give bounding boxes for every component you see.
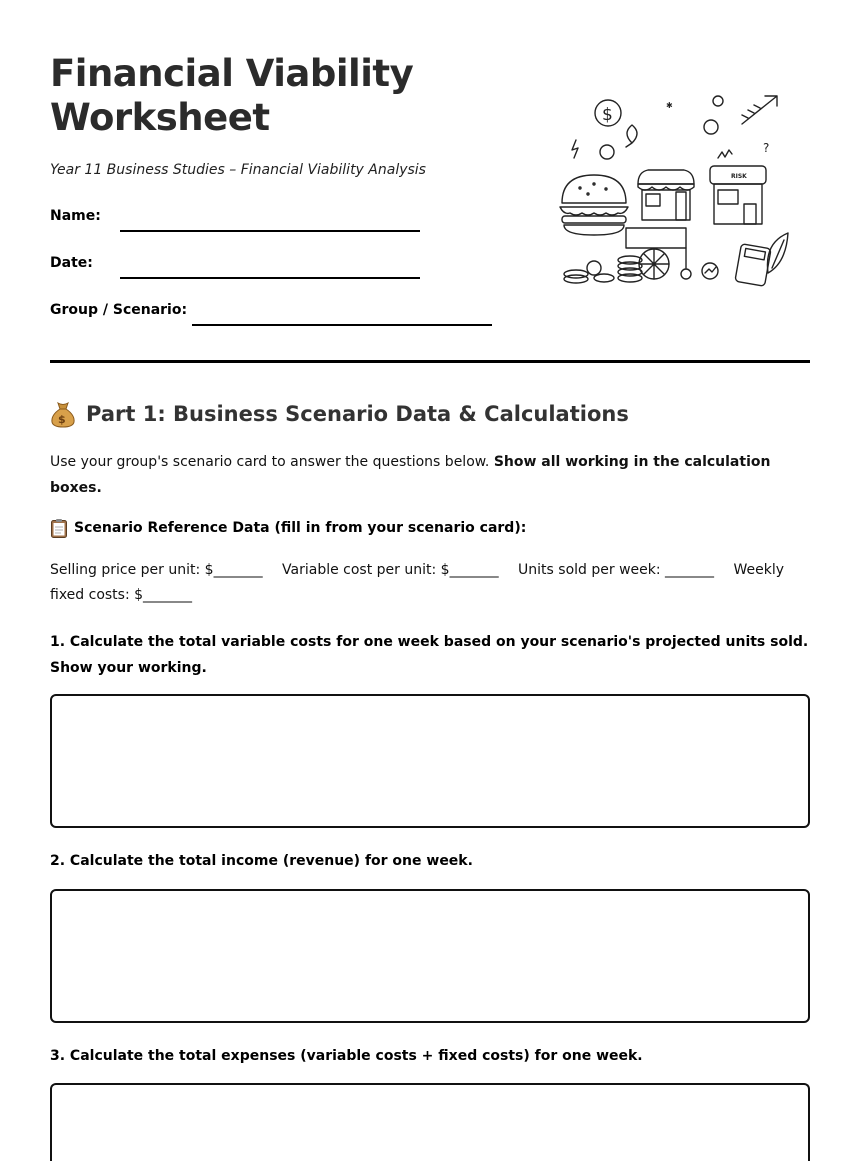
intro-text: Use your group's scenario card to answer the questions below. [50, 454, 494, 470]
svg-text:RISK: RISK [731, 173, 747, 180]
small-coin-icon-2 [704, 120, 718, 134]
small-coin-icon [600, 145, 614, 159]
part1-heading-text: Part 1: Business Scenario Data & Calculations [86, 402, 629, 426]
group-label: Group / Scenario: [50, 302, 188, 318]
name-label: Name: [50, 208, 101, 224]
intro-bold: Show all working in the calculation boxes. [50, 454, 771, 496]
page-subtitle: Year 11 Business Studies – Financial Viability Analysis [50, 162, 426, 178]
business-illustration [550, 88, 795, 293]
selling-price-item: Selling price per unit: $_______ [50, 562, 263, 578]
trend-coin-icon [702, 263, 718, 279]
calculator-icon [735, 244, 771, 287]
cart-icon [626, 228, 691, 279]
coin-stack-icon [564, 256, 642, 283]
page-title [50, 52, 413, 140]
arrow-up-icon [742, 96, 777, 124]
svg-text:$: $ [58, 413, 66, 426]
question-3: 3. Calculate the total expenses (variable costs + fixed costs) for one week. [50, 1048, 643, 1064]
answer-box-3[interactable] [50, 1083, 810, 1161]
svg-text:?: ? [763, 141, 770, 155]
graph-icon [718, 150, 732, 158]
reference-data [50, 558, 810, 608]
date-label: Date: [50, 255, 93, 271]
name-field [50, 208, 101, 224]
header-divider [50, 360, 810, 363]
title-line-1: Financial Viability [50, 52, 414, 95]
reference-data-heading [50, 518, 526, 538]
clipboard-icon [50, 518, 68, 538]
part1-heading [50, 400, 629, 428]
date-field [50, 255, 93, 271]
risk-shop-icon [710, 166, 766, 224]
title-line-2: Worksheet [50, 96, 270, 139]
question-2: 2. Calculate the total income (revenue) for one week. [50, 853, 473, 869]
units-sold-item: Units sold per week: _______ [518, 562, 715, 578]
question-1: 1. Calculate the total variable costs for one week based on your scenario's projected units sold. Show your working. [50, 634, 809, 676]
leaf-icon [626, 125, 637, 147]
date-line[interactable] [120, 277, 420, 279]
shop-stall-icon [638, 170, 694, 220]
reference-data-heading-text: Scenario Reference Data (fill in from your scenario card): [74, 520, 527, 536]
group-line[interactable] [192, 324, 492, 326]
group-field [50, 302, 187, 318]
part1-intro [50, 449, 810, 501]
money-bag-icon [50, 400, 76, 428]
dollar-coin-icon [595, 100, 621, 126]
fixed-costs-item: Weekly fixed costs: $_______ [50, 562, 785, 603]
name-line[interactable] [120, 230, 420, 232]
bee-icon [713, 96, 723, 106]
variable-cost-item: Variable cost per unit: $_______ [282, 562, 499, 578]
answer-box-2[interactable] [50, 889, 810, 1023]
answer-box-1[interactable] [50, 694, 810, 828]
burger-icon [560, 175, 628, 235]
svg-text:✱: ✱ [666, 101, 673, 110]
svg-text:$: $ [602, 105, 613, 125]
lightning-icon [572, 140, 578, 158]
